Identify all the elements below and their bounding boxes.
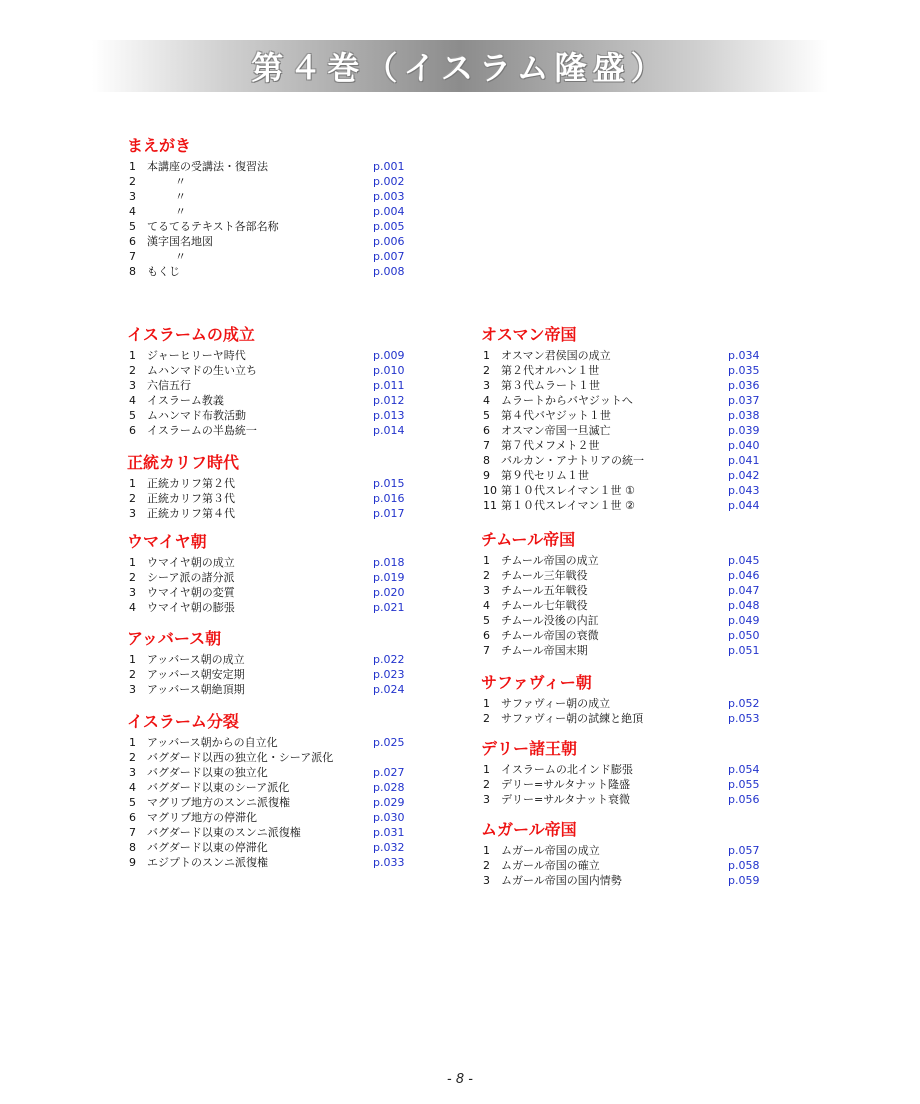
toc-entry[interactable] — [481, 568, 760, 583]
entry-page-link[interactable]: p.005 — [373, 220, 405, 233]
entry-page-link[interactable]: p.021 — [373, 601, 405, 614]
entry-number: 2 — [483, 569, 490, 582]
entry-title: チムール三年戦役 — [501, 569, 588, 582]
section-title: オスマン帝国 — [481, 325, 577, 344]
section-seito-caliph — [127, 452, 405, 521]
toc-entry[interactable] — [127, 765, 405, 780]
entry-number: 6 — [483, 424, 490, 437]
entry-page-link[interactable]: p.039 — [728, 424, 760, 437]
entry-title: バグダード以東のスンニ派復権 — [147, 826, 301, 839]
entry-title: デリー=サルタナット隆盛 — [501, 778, 631, 791]
entry-page-link[interactable]: p.018 — [373, 556, 405, 569]
entry-title: 〃 — [175, 190, 186, 203]
entry-title: 第１０代スレイマン１世 ① — [501, 484, 635, 497]
entry-page-link[interactable]: p.048 — [728, 599, 760, 612]
entry-number: 1 — [483, 844, 490, 857]
entry-page-link[interactable]: p.013 — [373, 409, 405, 422]
entry-page-link[interactable]: p.009 — [373, 349, 405, 362]
entry-number: 8 — [483, 454, 490, 467]
section-islam-seiritsu — [127, 324, 405, 438]
entry-title: バグダード以東の独立化 — [147, 766, 268, 779]
entry-number: 10 — [483, 484, 497, 497]
toc-entry[interactable] — [127, 204, 405, 219]
toc-entry[interactable] — [481, 762, 760, 777]
entry-title: 六信五行 — [147, 379, 191, 392]
entry-page-link[interactable]: p.049 — [728, 614, 760, 627]
entry-number: 8 — [129, 265, 136, 278]
entry-page-link[interactable]: p.017 — [373, 507, 405, 520]
entry-number: 1 — [129, 349, 136, 362]
toc-entry[interactable] — [127, 219, 405, 234]
toc-entry[interactable] — [127, 825, 405, 840]
entry-page-link[interactable]: p.012 — [373, 394, 405, 407]
entry-number: 5 — [129, 220, 136, 233]
toc-entry[interactable] — [481, 483, 760, 498]
toc-entry[interactable] — [127, 570, 405, 585]
toc-entry[interactable] — [481, 598, 760, 613]
entry-title: 第２代オルハン１世 — [501, 364, 600, 377]
entry-page-link[interactable]: p.025 — [373, 736, 405, 749]
entry-title: サファヴィー朝の試練と絶頂 — [501, 712, 644, 725]
entry-page-link[interactable]: p.040 — [728, 439, 760, 452]
entry-title: デリー=サルタナット衰微 — [501, 793, 631, 806]
entry-page-link[interactable]: p.004 — [373, 205, 405, 218]
section-maegaki — [127, 135, 405, 279]
entry-title: ムハンマドの生い立ち — [147, 364, 257, 377]
entry-number: 1 — [129, 477, 136, 490]
toc-entry[interactable] — [481, 873, 760, 888]
entry-page-link[interactable]: p.054 — [728, 763, 760, 776]
entry-title: 第７代メフメト２世 — [501, 439, 600, 452]
entry-title: 正統カリフ第２代 — [147, 477, 235, 490]
toc-entry[interactable] — [127, 810, 405, 825]
entry-number: 4 — [129, 205, 136, 218]
entry-page-link[interactable]: p.020 — [373, 586, 405, 599]
entry-title: チムール七年戦役 — [501, 599, 588, 612]
entry-number: 5 — [129, 796, 136, 809]
section-timur — [481, 529, 760, 658]
entry-number: 3 — [129, 586, 136, 599]
entry-number: 5 — [483, 614, 490, 627]
entry-title: 第４代バヤジット１世 — [501, 409, 611, 422]
entry-page-link[interactable]: p.044 — [728, 499, 760, 512]
toc-entry[interactable] — [481, 393, 760, 408]
entry-title: ムガール帝国の国内情勢 — [501, 874, 622, 887]
entry-page-link[interactable]: p.045 — [728, 554, 760, 567]
entry-number: 1 — [129, 556, 136, 569]
entry-title: 第３代ムラート１世 — [501, 379, 600, 392]
page-number: - 8 - — [447, 1072, 473, 1087]
entry-page-link[interactable]: p.053 — [728, 712, 760, 725]
entry-title: オスマン帝国一旦滅亡 — [501, 424, 611, 437]
toc-entry[interactable] — [481, 628, 760, 643]
entry-number: 7 — [483, 439, 490, 452]
toc-entry[interactable] — [481, 553, 760, 568]
entry-page-link[interactable]: p.002 — [373, 175, 405, 188]
section-title: サファヴィー朝 — [481, 673, 592, 692]
toc-entry[interactable] — [481, 858, 760, 873]
entry-page-link[interactable]: p.033 — [373, 856, 405, 869]
entry-number: 1 — [483, 763, 490, 776]
entry-number: 7 — [129, 826, 136, 839]
toc-entry[interactable] — [127, 555, 405, 570]
section-mughal — [481, 819, 760, 888]
entry-page-link[interactable]: p.046 — [728, 569, 760, 582]
entry-title: 第９代セリム１世 — [501, 469, 589, 482]
entry-title: ウマイヤ朝の成立 — [147, 556, 235, 569]
toc-entry[interactable] — [481, 843, 760, 858]
entry-number: 2 — [483, 712, 490, 725]
entry-title: チムール帝国末期 — [501, 644, 588, 657]
entry-number: 6 — [129, 811, 136, 824]
entry-page-link[interactable]: p.059 — [728, 874, 760, 887]
entry-number: 11 — [483, 499, 497, 512]
entry-page-link[interactable]: p.016 — [373, 492, 405, 505]
entry-title: 第１０代スレイマン１世 ② — [501, 499, 635, 512]
entry-number: 3 — [483, 874, 490, 887]
toc-entry[interactable] — [481, 378, 760, 393]
section-title: ウマイヤ朝 — [127, 532, 207, 551]
entry-title: アッバース朝絶頂期 — [147, 683, 245, 696]
entry-page-link[interactable]: p.041 — [728, 454, 760, 467]
entry-page-link[interactable]: p.032 — [373, 841, 405, 854]
toc-entry[interactable] — [127, 585, 405, 600]
entry-page-link[interactable]: p.030 — [373, 811, 405, 824]
section-title: 正統カリフ時代 — [127, 453, 240, 472]
section-islam-bunretsu — [127, 711, 405, 870]
section-title: まえがき — [127, 136, 192, 155]
entry-page-link[interactable]: p.034 — [728, 349, 760, 362]
entry-title: てるてるテキスト各部名称 — [147, 220, 279, 233]
entry-number: 2 — [483, 364, 490, 377]
entry-title: バグダード以東のシーア派化 — [147, 781, 290, 794]
toc-entry[interactable] — [481, 408, 760, 423]
toc-entry[interactable] — [127, 423, 405, 438]
entry-title: ウマイヤ朝の変質 — [147, 586, 235, 599]
entry-page-link[interactable]: p.015 — [373, 477, 405, 490]
entry-number: 5 — [129, 409, 136, 422]
toc-entry[interactable] — [481, 438, 760, 453]
entry-number: 2 — [129, 175, 136, 188]
toc-entry[interactable] — [481, 583, 760, 598]
toc-entry[interactable] — [481, 613, 760, 628]
toc-entry[interactable] — [127, 682, 405, 697]
entry-page-link[interactable]: p.023 — [373, 668, 405, 681]
toc-entry[interactable] — [127, 491, 405, 506]
entry-number: 1 — [129, 736, 136, 749]
entry-number: 2 — [129, 751, 136, 764]
entry-number: 2 — [483, 859, 490, 872]
toc-entry[interactable] — [127, 378, 405, 393]
entry-number: 9 — [483, 469, 490, 482]
toc-entry[interactable] — [481, 792, 760, 807]
entry-number: 4 — [483, 394, 490, 407]
toc-entry[interactable] — [481, 363, 760, 378]
entry-title: ムハンマド布教活動 — [147, 409, 246, 422]
entry-title: マグリブ地方の停滞化 — [147, 811, 257, 824]
section-title: イスラーム分裂 — [127, 712, 239, 731]
entry-title: チムール五年戦役 — [501, 584, 588, 597]
entry-number: 1 — [483, 554, 490, 567]
toc-entry[interactable] — [127, 348, 405, 363]
entry-title: チムール没後の内訌 — [501, 614, 599, 627]
entry-page-link[interactable]: p.008 — [373, 265, 405, 278]
toc-entry[interactable] — [127, 652, 405, 667]
entry-number: 7 — [483, 644, 490, 657]
entry-page-link[interactable]: p.047 — [728, 584, 760, 597]
entry-number: 6 — [129, 235, 136, 248]
entry-page-link[interactable]: p.036 — [728, 379, 760, 392]
entry-page-link[interactable]: p.055 — [728, 778, 760, 791]
toc-entry[interactable] — [481, 453, 760, 468]
toc-entry[interactable] — [127, 249, 405, 264]
section-ottoman — [481, 324, 760, 513]
entry-title: シーア派の諸分派 — [147, 571, 235, 584]
entry-title: 〃 — [175, 250, 186, 263]
toc-entry[interactable] — [481, 643, 760, 658]
toc-entry[interactable] — [481, 498, 760, 513]
entry-page-link[interactable]: p.010 — [373, 364, 405, 377]
toc-entry[interactable] — [127, 780, 405, 795]
section-title: デリー諸王朝 — [481, 739, 578, 758]
toc-entry[interactable] — [127, 189, 405, 204]
section-title: イスラームの成立 — [127, 325, 255, 344]
entry-title: 正統カリフ第４代 — [147, 507, 235, 520]
toc-entry[interactable] — [481, 777, 760, 792]
section-title: アッバース朝 — [127, 629, 222, 648]
entry-number: 6 — [129, 424, 136, 437]
entry-title: イスラームの北インド膨張 — [501, 763, 633, 776]
entry-page-link[interactable]: p.006 — [373, 235, 405, 248]
entry-number: 3 — [483, 793, 490, 806]
toc-entry[interactable] — [127, 408, 405, 423]
entry-title: もくじ — [147, 265, 180, 278]
toc-entry[interactable] — [127, 264, 405, 279]
entry-title: アッバース朝の成立 — [147, 653, 245, 666]
volume-title-banner — [92, 40, 828, 92]
toc-entry[interactable] — [127, 234, 405, 249]
entry-title: ジャーヒリーヤ時代 — [147, 349, 246, 362]
entry-title: イスラーム教義 — [147, 394, 224, 407]
entry-number: 4 — [483, 599, 490, 612]
section-title: ムガール帝国 — [481, 820, 577, 839]
toc-entry[interactable] — [127, 795, 405, 810]
toc-entry[interactable] — [127, 363, 405, 378]
entry-page-link[interactable]: p.014 — [373, 424, 405, 437]
entry-number: 5 — [483, 409, 490, 422]
entry-page-link[interactable]: p.052 — [728, 697, 760, 710]
entry-title: バルカン・アナトリアの統一 — [501, 454, 644, 467]
entry-page-link[interactable]: p.019 — [373, 571, 405, 584]
entry-number: 2 — [129, 492, 136, 505]
toc-entry[interactable] — [127, 855, 405, 870]
toc-entry[interactable] — [481, 423, 760, 438]
entry-page-link[interactable]: p.038 — [728, 409, 760, 422]
entry-title: 〃 — [175, 205, 186, 218]
entry-page-link[interactable]: p.050 — [728, 629, 760, 642]
entry-page-link[interactable]: p.058 — [728, 859, 760, 872]
entry-title: オスマン君侯国の成立 — [501, 349, 611, 362]
entry-title: アッバース朝からの自立化 — [147, 736, 278, 749]
toc-entry[interactable] — [127, 393, 405, 408]
entry-page-link[interactable]: p.011 — [373, 379, 405, 392]
section-title: チムール帝国 — [481, 530, 576, 549]
entry-page-link[interactable]: p.042 — [728, 469, 760, 482]
entry-page-link[interactable]: p.024 — [373, 683, 405, 696]
entry-page-link[interactable]: p.057 — [728, 844, 760, 857]
entry-title: サファヴィー朝の成立 — [501, 697, 611, 710]
toc-entry[interactable] — [127, 476, 405, 491]
toc-entry[interactable] — [481, 696, 760, 711]
entry-title: チムール帝国の成立 — [501, 554, 599, 567]
entry-number: 1 — [129, 160, 136, 173]
entry-number: 3 — [483, 584, 490, 597]
entry-page-link[interactable]: p.027 — [373, 766, 405, 779]
entry-number: 2 — [483, 778, 490, 791]
toc-entry[interactable] — [127, 667, 405, 682]
toc-entry[interactable] — [481, 711, 760, 726]
entry-title: バグダード以東の停滞化 — [147, 841, 268, 854]
entry-number: 3 — [129, 190, 136, 203]
entry-number: 8 — [129, 841, 136, 854]
entry-number: 1 — [129, 653, 136, 666]
entry-number: 3 — [129, 379, 136, 392]
entry-title: エジプトのスンニ派復権 — [147, 856, 268, 869]
toc-entry[interactable] — [127, 600, 405, 615]
entry-number: 1 — [483, 349, 490, 362]
entry-page-link[interactable]: p.037 — [728, 394, 760, 407]
entry-page-link[interactable]: p.022 — [373, 653, 405, 666]
section-delhi — [481, 738, 760, 807]
entry-title: 正統カリフ第３代 — [147, 492, 235, 505]
entry-number: 4 — [129, 601, 136, 614]
entry-title: ウマイヤ朝の膨張 — [147, 601, 235, 614]
entry-number: 4 — [129, 394, 136, 407]
entry-page-link[interactable]: p.001 — [373, 160, 405, 173]
entry-page-link[interactable]: p.003 — [373, 190, 405, 203]
toc-entry[interactable] — [127, 750, 334, 765]
entry-page-link[interactable]: p.035 — [728, 364, 760, 377]
toc-entry[interactable] — [127, 840, 405, 855]
entry-number: 2 — [129, 571, 136, 584]
entry-number: 3 — [129, 766, 136, 779]
toc-entry[interactable] — [127, 506, 405, 521]
entry-title: 〃 — [175, 175, 186, 188]
entry-title: 本講座の受講法・復習法 — [147, 160, 268, 173]
entry-title: チムール帝国の衰微 — [501, 629, 599, 642]
toc-entry[interactable] — [127, 174, 405, 189]
section-safavid — [481, 672, 760, 726]
entry-number: 9 — [129, 856, 136, 869]
entry-page-link[interactable]: p.043 — [728, 484, 760, 497]
entry-number: 1 — [483, 697, 490, 710]
entry-title: 漢字国名地図 — [147, 235, 213, 248]
entry-number: 2 — [129, 364, 136, 377]
entry-title: イスラームの半島統一 — [147, 424, 257, 437]
section-abbas — [127, 628, 405, 697]
entry-number: 3 — [129, 683, 136, 696]
entry-title: ムラートからバヤジットへ — [501, 394, 633, 407]
entry-page-link[interactable]: p.031 — [373, 826, 405, 839]
entry-number: 7 — [129, 250, 136, 263]
toc-entry[interactable] — [127, 159, 405, 174]
entry-number: 6 — [483, 629, 490, 642]
toc-entry[interactable] — [127, 735, 405, 750]
entry-page-link[interactable]: p.056 — [728, 793, 760, 806]
entry-page-link[interactable]: p.029 — [373, 796, 405, 809]
entry-title: マグリブ地方のスンニ派復権 — [147, 796, 290, 809]
section-umayya — [127, 531, 405, 615]
toc-entry[interactable] — [481, 468, 760, 483]
toc-entry[interactable] — [481, 348, 760, 363]
entry-title: バグダード以西の独立化・シーア派化 — [147, 751, 334, 764]
entry-number: 3 — [483, 379, 490, 392]
entry-title: ムガール帝国の確立 — [501, 859, 600, 872]
volume-title: 第４巻（イスラム隆盛） — [251, 49, 669, 87]
entry-title: アッバース朝安定期 — [147, 668, 245, 681]
entry-page-link[interactable]: p.028 — [373, 781, 405, 794]
entry-title: ムガール帝国の成立 — [501, 844, 600, 857]
entry-number: 3 — [129, 507, 136, 520]
entry-number: 2 — [129, 668, 136, 681]
entry-number: 4 — [129, 781, 136, 794]
entry-page-link[interactable]: p.007 — [373, 250, 405, 263]
entry-page-link[interactable]: p.051 — [728, 644, 760, 657]
